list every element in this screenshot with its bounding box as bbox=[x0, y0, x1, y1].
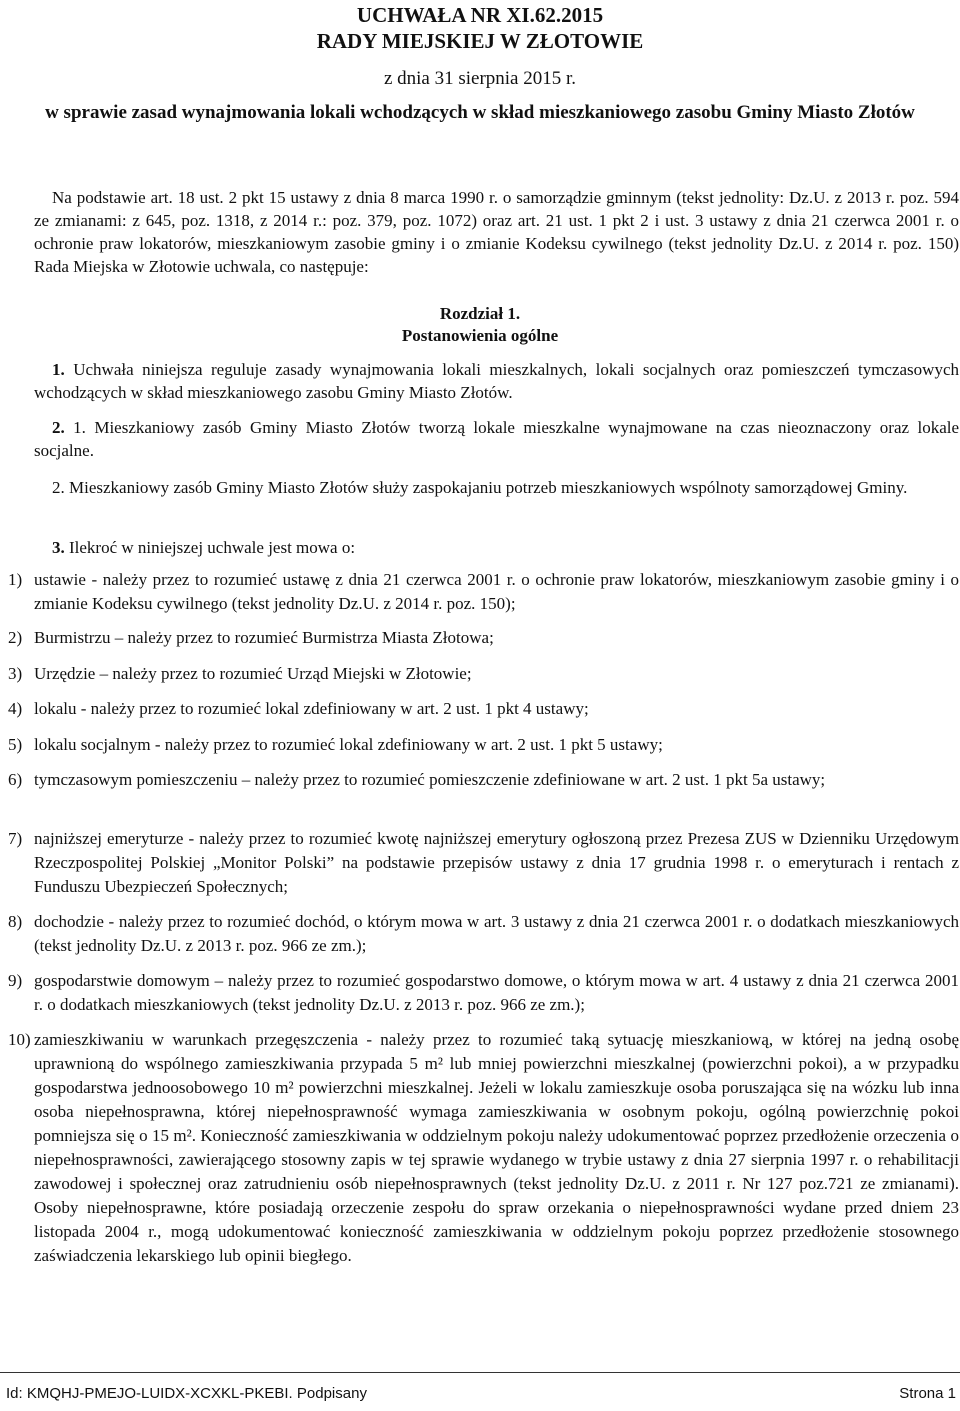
definition-text: zamieszkiwaniu w warunkach przegęszczenia - należy przez to rozumieć taką sytuację mieszkaniową, w której na jedną osobę uprawnioną do wspólnego zamieszkiwania przypada 5 m² lub mniej powierzchni mieszkalnej (powierzchni pokoi), a w przypadku gospodarstwa jednoosobowego 10 m² powierzchni mieszkalnej. Jeżeli w lokalu zamieszkuje osoba poruszająca się na wózku lub inna osoba niepełnosprawna, której niepełnosprawność wymaga zamieszkiwania w osobnym pokoju, ogólną powierzchnię pokoi pomniejsza się o 15 m². Konieczność zamieszkiwania w oddzielnym pokoju należy udokumentować poprzez przedłożenie orzeczenia o niepełnosprawności, zawierającego stosowny zapis w tej sprawie wydanego w trybie ustawy z dnia 27 sierpnia 1997 r. o rehabilitacji zawodowej i społecznej oraz zatrudnieniu osób niepełnosprawnych (tekst jednolity Dz.U. z 2011 r. Nr 127 poz.721 ze zmianami). Osoby niepełnosprawne, które posiadają orzeczenie zespołu do spraw orzekania o niepełnosprawności wydane przed dniem 23 listopada 2004 r., mogą udokumentować konieczność zamieszkiwania w oddzielnym pokoju poprzez przedłożenie stosownego zaświadczenia lekarskiego lub opinii biegłego. bbox=[34, 1030, 959, 1265]
section-2-number: 2. bbox=[52, 418, 65, 437]
section-1 bbox=[34, 358, 959, 404]
preamble: Na podstawie art. 18 ust. 2 pkt 15 ustawy z dnia 8 marca 1990 r. o samorządzie gminnym (tekst jednolity: Dz.U. z 2013 r. poz. 594 ze zmianami: z 645, poz. 1318, z 2014 r.: poz. 379, poz. 1072) oraz art. 21 ust. 1 pkt 2 i ust. 3 ustawy z dnia 21 czerwca 2001 r. o ochronie praw lokatorów, mieszkaniowym zasobie gminy i o zmianie Kodeksu cywilnego (tekst jednolity Dz.U. z 2014 r. poz. 150) Rada Miejska w Złotowie uchwala, co następuje: bbox=[34, 188, 959, 276]
section-2-paragraph-2-number: 2. bbox=[52, 478, 65, 497]
definition-text: tymczasowym pomieszczeniu – należy przez to rozumieć pomieszczenie zdefiniowane w art. 2 ust. 1 pkt 5a ustawy; bbox=[34, 770, 826, 789]
definition-text: gospodarstwie domowym – należy przez to rozumieć gospodarstwo domowe, o którym mowa w art. 4 ustawy z dnia 21 czerwca 2001 r. o dodatkach mieszkaniowych (tekst jednolity Dz.U. z 2013 r. poz. 966 ze zm.); bbox=[34, 971, 959, 1014]
council-name: RADY MIEJSKIEJ W ZŁOTOWIE bbox=[316, 29, 644, 53]
chapter-name: Postanowienia ogólne bbox=[401, 326, 559, 345]
page-number: Strona 1 bbox=[899, 1385, 956, 1402]
definition-text: Urzędzie – należy przez to rozumieć Urząd Miejski w Złotowie; bbox=[34, 664, 472, 683]
definition-text: najniższej emeryturze - należy przez to rozumieć kwotę najniższej emerytury ogłoszoną przez Prezesa ZUS w Dzienniku Urzędowym Rzeczpospolitej Polskiej „Monitor Polski” na podstawie przepisów ustawy z dnia 17 grudnia 1998 r. o emeryturach i rentach z Funduszu Ubezpieczeń Społecznych; bbox=[34, 829, 959, 896]
definition-number: 2) bbox=[8, 628, 23, 647]
definition-number: 10) bbox=[8, 1030, 31, 1049]
section-2-paragraph-2-text: Mieszkaniowy zasób Gminy Miasto Złotów służy zaspokajaniu potrzeb mieszkaniowych wspólnoty samorządowej Gminy. bbox=[69, 478, 908, 497]
document-id: Id: KMQHJ-PMEJO-LUIDX-XCXKL-PKEBI. Podpisany bbox=[6, 1385, 367, 1402]
document-header bbox=[0, 2, 960, 124]
definition-number: 3) bbox=[8, 664, 23, 683]
section-2-paragraph-1 bbox=[34, 416, 959, 462]
footer-divider bbox=[0, 1372, 960, 1373]
definition-number: 6) bbox=[8, 770, 23, 789]
resolution-date: z dnia 31 sierpnia 2015 r. bbox=[383, 68, 577, 89]
definition-number: 4) bbox=[8, 699, 23, 718]
definition-number: 1) bbox=[8, 570, 23, 589]
section-1-number: 1. bbox=[52, 360, 65, 379]
definition-number: 5) bbox=[8, 735, 23, 754]
chapter-label: Rozdział 1. bbox=[439, 304, 521, 323]
definition-number: 9) bbox=[8, 971, 23, 990]
section-2-paragraph-1-number: 1. bbox=[73, 418, 86, 437]
definition-text: Burmistrzu – należy przez to rozumieć Burmistrza Miasta Złotowa; bbox=[34, 628, 494, 647]
definition-text: ustawie - należy przez to rozumieć ustawę z dnia 21 czerwca 2001 r. o ochronie praw lokatorów, mieszkaniowym zasobie gminy i o zmianie Kodeksu cywilnego (tekst jednolity Dz.U. z 2014 r. poz. 150); bbox=[34, 570, 959, 613]
section-3-text: Ilekroć w niniejszej uchwale jest mowa o: bbox=[69, 538, 356, 557]
definition-text: dochodzie - należy przez to rozumieć dochód, o którym mowa w art. 3 ustawy z dnia 21 czerwca 2001 r. o dodatkach mieszkaniowych (tekst jednolity Dz.U. z 2013 r. poz. 966 ze zm.); bbox=[34, 912, 959, 955]
section-3-number: 3. bbox=[52, 538, 65, 557]
definition-text: lokalu socjalnym - należy przez to rozumieć lokal zdefiniowany w art. 2 ust. 1 pkt 5 ustawy; bbox=[34, 735, 663, 754]
definition-number: 8) bbox=[8, 912, 23, 931]
definition-text: lokalu - należy przez to rozumieć lokal zdefiniowany w art. 2 ust. 1 pkt 4 ustawy; bbox=[34, 699, 589, 718]
resolution-subject: w sprawie zasad wynajmowania lokali wchodzących w skład mieszkaniowego zasobu Gminy Miasto Złotów bbox=[45, 102, 915, 123]
definition-number: 7) bbox=[8, 829, 23, 848]
section-2-paragraph-1-text: Mieszkaniowy zasób Gminy Miasto Złotów tworzą lokale mieszkalne wynajmowane na czas nieoznaczony oraz lokale socjalne. bbox=[34, 418, 960, 460]
section-1-text: Uchwała niniejsza reguluje zasady wynajmowania lokali mieszkalnych, lokali socjalnych oraz pomieszczeń tymczasowych wchodzących w skład mieszkaniowego zasobu Gminy Miasto Złotów. bbox=[34, 360, 959, 402]
section-2-paragraph-2 bbox=[34, 476, 959, 499]
section-3 bbox=[34, 536, 959, 559]
resolution-number: UCHWAŁA NR XI.62.2015 bbox=[356, 3, 604, 27]
